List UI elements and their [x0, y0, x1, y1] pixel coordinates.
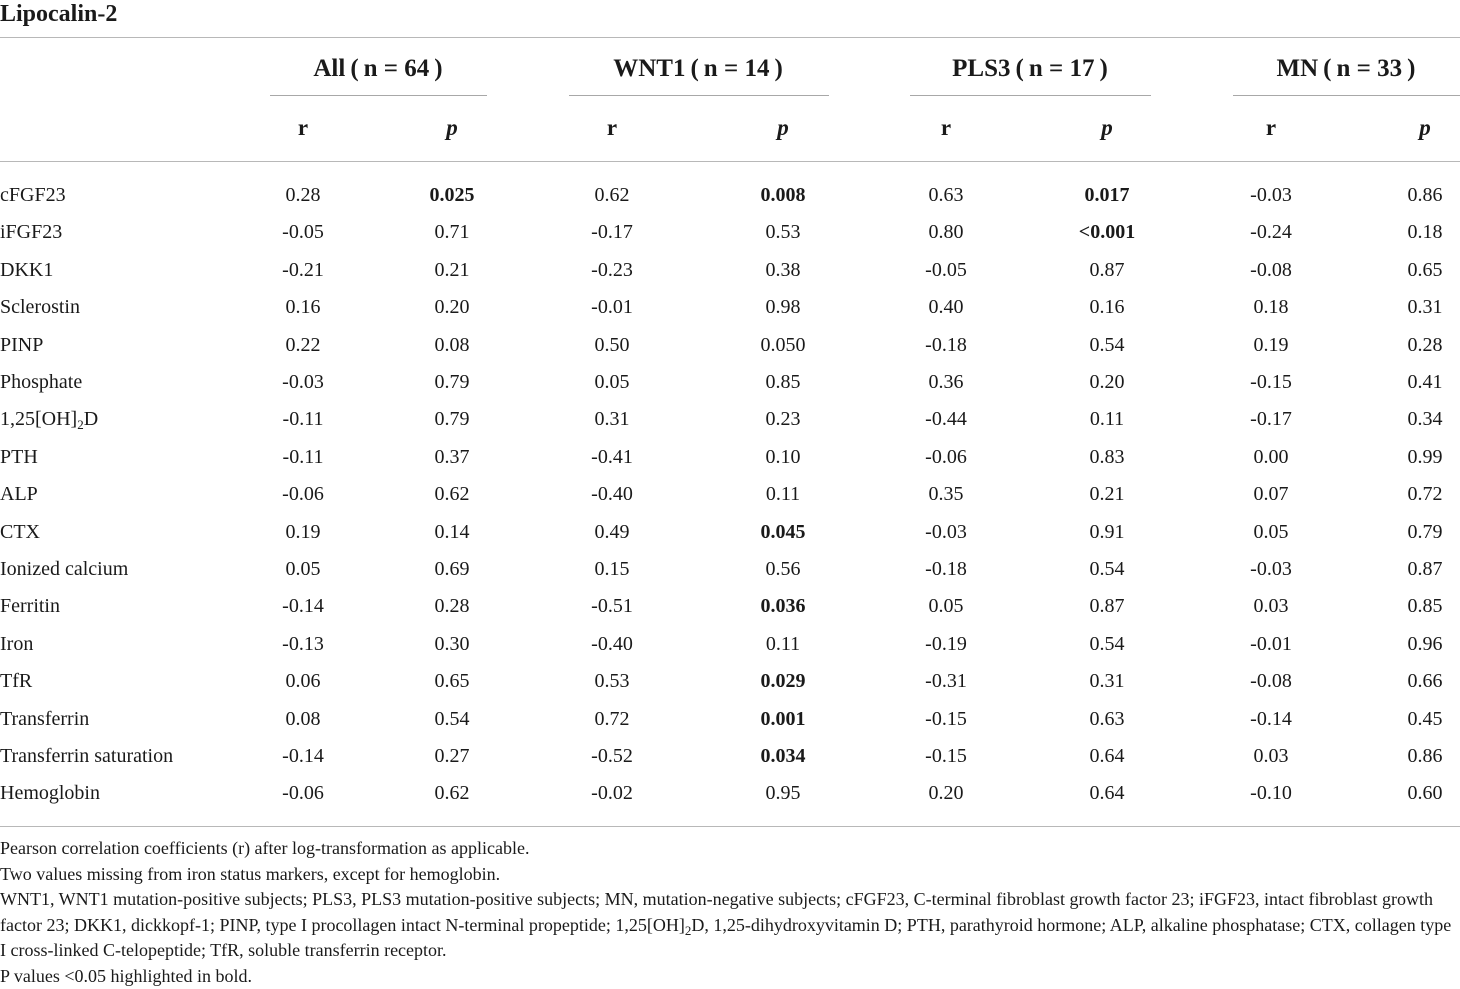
row-label: Ionized calcium [0, 558, 129, 580]
p-value-cell: 0.60 [1407, 782, 1443, 805]
p-value-cell: 0.029 [760, 670, 806, 693]
p-value-cell: 0.54 [1089, 558, 1125, 580]
group-header: All ( n = 64 ) [313, 55, 443, 82]
r-value-cell: -0.03 [282, 371, 324, 393]
p-value-cell: 0.64 [1089, 745, 1125, 767]
p-value-cell: 0.08 [434, 333, 470, 356]
r-value-cell: -0.05 [925, 258, 967, 281]
r-value-cell: 0.62 [594, 184, 630, 206]
p-value-cell: 0.37 [434, 445, 470, 468]
r-value-cell: 0.19 [285, 520, 321, 543]
row-label: $1,25[OH]_2D$ [0, 408, 99, 433]
row-label: Phosphate [0, 371, 83, 393]
r-value-cell: -0.41 [591, 445, 633, 468]
r-value-cell: 0.49 [594, 520, 630, 543]
r-column-header: r [297, 115, 309, 140]
p-value-cell: 0.79 [434, 371, 470, 393]
r-value-cell: -0.03 [1250, 558, 1292, 580]
r-value-cell: -0.18 [925, 333, 967, 356]
r-value-cell: -0.01 [591, 296, 633, 319]
p-value-cell: 0.14 [434, 520, 470, 543]
r-value-cell: 0.53 [594, 670, 630, 693]
r-value-cell: 0.05 [1253, 520, 1289, 543]
p-value-cell: 0.20 [434, 296, 470, 319]
p-value-cell: 0.18 [1407, 221, 1443, 244]
r-value-cell: -0.03 [1250, 184, 1292, 206]
p-value-cell: 0.28 [434, 595, 470, 618]
r-value-cell: 0.72 [594, 707, 630, 730]
p-value-cell: 0.62 [434, 483, 470, 506]
row-label: PTH [0, 445, 38, 468]
r-value-cell: -0.06 [282, 782, 324, 805]
r-value-cell: -0.31 [925, 670, 967, 693]
p-value-cell: 0.91 [1089, 520, 1125, 543]
p-value-cell: 0.034 [760, 745, 806, 767]
p-value-cell: 0.20 [1089, 371, 1125, 393]
header-rule [0, 161, 1460, 162]
table-footnotes [0, 836, 1460, 989]
footnote-3: WNT1, WNT1 mutation-positive subjects; PLS3, PLS3 mutation-positive subjects; MN, mutation-negative subjects; cFGF23, C-terminal fibroblast growth factor 23; iFGF23, intact fibroblast growth factor 23; DKK1, dickkopf-1; PINP, type I procollagen intact N-terminal propeptide; $1,25[OH]_2D$, 1,25-dihydroxyvitamin D; PTH, parathyroid hormone; ALP, alkaline phosphatase; CTX, collagen type I cross-linked C-telopeptide; TfR, soluble transferrin receptor. [0, 889, 1452, 960]
r-value-cell: 0.08 [285, 707, 321, 730]
p-value-cell: 0.69 [434, 558, 470, 580]
r-value-cell: -0.15 [925, 707, 967, 730]
r-value-cell: 0.20 [928, 782, 964, 805]
p-value-cell: 0.10 [765, 445, 801, 468]
top-rule [0, 37, 1460, 38]
p-value-cell: 0.66 [1407, 670, 1443, 693]
r-value-cell: 0.05 [594, 371, 630, 393]
footnote-2: Two values missing from iron status markers, except for hemoglobin. [0, 863, 501, 884]
p-value-cell: 0.31 [1089, 670, 1125, 693]
r-value-cell: 0.22 [285, 333, 321, 356]
p-value-cell: 0.85 [1407, 595, 1443, 618]
r-value-cell: -0.03 [925, 520, 967, 543]
r-value-cell: -0.02 [591, 782, 633, 805]
r-value-cell: -0.40 [591, 632, 633, 655]
bottom-rule [0, 826, 1460, 827]
p-value-cell: 0.025 [429, 184, 475, 206]
r-value-cell: -0.01 [1250, 632, 1292, 655]
r-value-cell: -0.15 [925, 745, 967, 767]
p-value-cell: 0.41 [1407, 371, 1443, 393]
row-label: Sclerostin [0, 296, 80, 319]
p-value-cell: 0.63 [1089, 707, 1125, 730]
p-value-cell: 0.87 [1407, 558, 1443, 580]
r-value-cell: -0.06 [282, 483, 324, 506]
r-value-cell: -0.52 [591, 745, 633, 767]
p-value-cell: 0.21 [434, 258, 470, 281]
p-value-cell: 0.53 [765, 221, 801, 244]
row-label: TfR [0, 670, 33, 693]
p-value-cell: 0.008 [760, 184, 806, 206]
r-value-cell: -0.17 [1250, 408, 1292, 431]
group-header: PLS3 ( n = 17 ) [952, 55, 1108, 82]
p-value-cell: 0.96 [1407, 632, 1443, 655]
r-value-cell: -0.44 [925, 408, 967, 431]
r-value-cell: -0.23 [591, 258, 633, 281]
r-value-cell: 0.05 [928, 595, 964, 618]
r-value-cell: 0.03 [1253, 595, 1289, 618]
p-value-cell: 0.16 [1089, 296, 1125, 319]
p-value-cell: 0.98 [765, 296, 801, 319]
p-column-header: p [446, 115, 458, 140]
p-value-cell: 0.65 [1407, 258, 1443, 281]
p-value-cell: 0.86 [1407, 745, 1443, 767]
r-value-cell: 0.50 [594, 333, 630, 356]
group-underline [910, 95, 1151, 96]
p-column-header: p [777, 115, 789, 140]
p-value-cell: 0.45 [1407, 707, 1443, 730]
row-label: CTX [0, 520, 40, 543]
p-value-cell: 0.21 [1089, 483, 1125, 506]
p-value-cell: 0.31 [1407, 296, 1443, 319]
p-value-cell: 0.036 [760, 595, 806, 618]
r-value-cell: 0.31 [594, 408, 630, 431]
r-value-cell: 0.80 [928, 221, 964, 244]
r-value-cell: 0.16 [285, 296, 321, 319]
row-label: Transferrin saturation [0, 745, 174, 767]
p-value-cell: 0.56 [765, 558, 801, 580]
p-value-cell: 0.87 [1089, 595, 1125, 618]
r-value-cell: -0.40 [591, 483, 633, 506]
p-value-cell: 0.85 [765, 371, 801, 393]
p-value-cell: 0.83 [1089, 445, 1125, 468]
group-underline [270, 95, 487, 96]
p-value-cell: 0.050 [760, 333, 806, 356]
p-value-cell: 0.54 [1089, 632, 1125, 655]
group-header: WNT1 ( n = 14 ) [613, 55, 783, 82]
row-label: PINP [0, 333, 44, 356]
r-value-cell: -0.11 [282, 445, 324, 468]
r-value-cell: 0.00 [1253, 445, 1289, 468]
row-label: Hemoglobin [0, 782, 100, 805]
p-value-cell: 0.11 [765, 632, 801, 655]
row-label: DKK1 [0, 258, 54, 281]
r-value-cell: 0.15 [594, 558, 630, 580]
r-value-cell: 0.28 [285, 184, 321, 206]
row-label: Ferritin [0, 595, 60, 618]
p-value-cell: 0.001 [760, 707, 806, 730]
table-title: Lipocalin-2 [0, 1, 118, 27]
footnote-4: P values <0.05 highlighted in bold. [0, 965, 252, 986]
r-value-cell: 0.06 [285, 670, 321, 693]
p-value-cell: <0.001 [1078, 221, 1136, 244]
r-value-cell: 0.63 [928, 184, 964, 206]
p-value-cell: 0.38 [765, 258, 801, 281]
row-label: iFGF23 [0, 221, 63, 244]
p-value-cell: 0.87 [1089, 258, 1125, 281]
p-value-cell: 0.54 [434, 707, 470, 730]
p-value-cell: 0.79 [434, 408, 470, 431]
r-column-header: r [1265, 115, 1277, 140]
p-value-cell: 0.017 [1084, 184, 1130, 206]
r-value-cell: -0.05 [282, 221, 324, 244]
r-value-cell: 0.07 [1253, 483, 1289, 506]
p-value-cell: 0.34 [1407, 408, 1443, 431]
r-value-cell: 0.03 [1253, 745, 1289, 767]
p-value-cell: 0.11 [765, 483, 801, 506]
p-value-cell: 0.045 [760, 520, 806, 543]
p-value-cell: 0.11 [1089, 408, 1125, 431]
r-value-cell: -0.11 [282, 408, 324, 431]
row-label: Iron [0, 632, 34, 655]
r-value-cell: 0.19 [1253, 333, 1289, 356]
r-value-cell: -0.51 [591, 595, 633, 618]
p-value-cell: 0.65 [434, 670, 470, 693]
p-value-cell: 0.86 [1407, 184, 1443, 206]
r-value-cell: -0.06 [925, 445, 967, 468]
r-value-cell: -0.10 [1250, 782, 1292, 805]
r-value-cell: -0.24 [1250, 221, 1292, 244]
p-value-cell: 0.95 [765, 782, 801, 805]
r-value-cell: 0.05 [285, 558, 321, 580]
r-value-cell: -0.19 [925, 632, 967, 655]
r-value-cell: -0.08 [1250, 258, 1292, 281]
r-value-cell: -0.13 [282, 632, 324, 655]
p-value-cell: 0.71 [434, 221, 470, 244]
r-value-cell: -0.14 [282, 595, 324, 618]
footnote-1: Pearson correlation coefficients (r) after log-transformation as applicable. [0, 838, 530, 858]
r-value-cell: 0.35 [928, 483, 964, 506]
row-label: Transferrin [0, 707, 90, 730]
r-value-cell: 0.18 [1253, 296, 1289, 319]
p-value-cell: 0.27 [434, 745, 470, 767]
r-value-cell: 0.40 [928, 296, 964, 319]
p-column-header: p [1101, 115, 1113, 140]
r-value-cell: -0.18 [925, 558, 967, 580]
p-value-cell: 0.23 [765, 408, 801, 431]
p-value-cell: 0.99 [1407, 445, 1443, 468]
r-value-cell: -0.14 [282, 745, 324, 767]
r-value-cell: -0.15 [1250, 371, 1292, 393]
row-label: cFGF23 [0, 184, 66, 206]
p-value-cell: 0.79 [1407, 520, 1443, 543]
r-value-cell: -0.08 [1250, 670, 1292, 693]
r-column-header: r [606, 115, 618, 140]
group-underline [1233, 95, 1460, 96]
group-underline [569, 95, 829, 96]
p-value-cell: 0.30 [434, 632, 470, 655]
row-label: ALP [0, 483, 38, 506]
r-value-cell: 0.36 [928, 371, 964, 393]
p-value-cell: 0.28 [1407, 333, 1443, 356]
p-value-cell: 0.62 [434, 782, 470, 805]
r-value-cell: -0.14 [1250, 707, 1292, 730]
p-value-cell: 0.54 [1089, 333, 1125, 356]
r-value-cell: -0.21 [282, 258, 324, 281]
r-value-cell: -0.17 [591, 221, 633, 244]
r-column-header: r [940, 115, 952, 140]
p-value-cell: 0.64 [1089, 782, 1125, 805]
p-column-header: p [1419, 115, 1431, 140]
group-header: MN ( n = 33 ) [1276, 55, 1416, 82]
p-value-cell: 0.72 [1407, 483, 1443, 506]
